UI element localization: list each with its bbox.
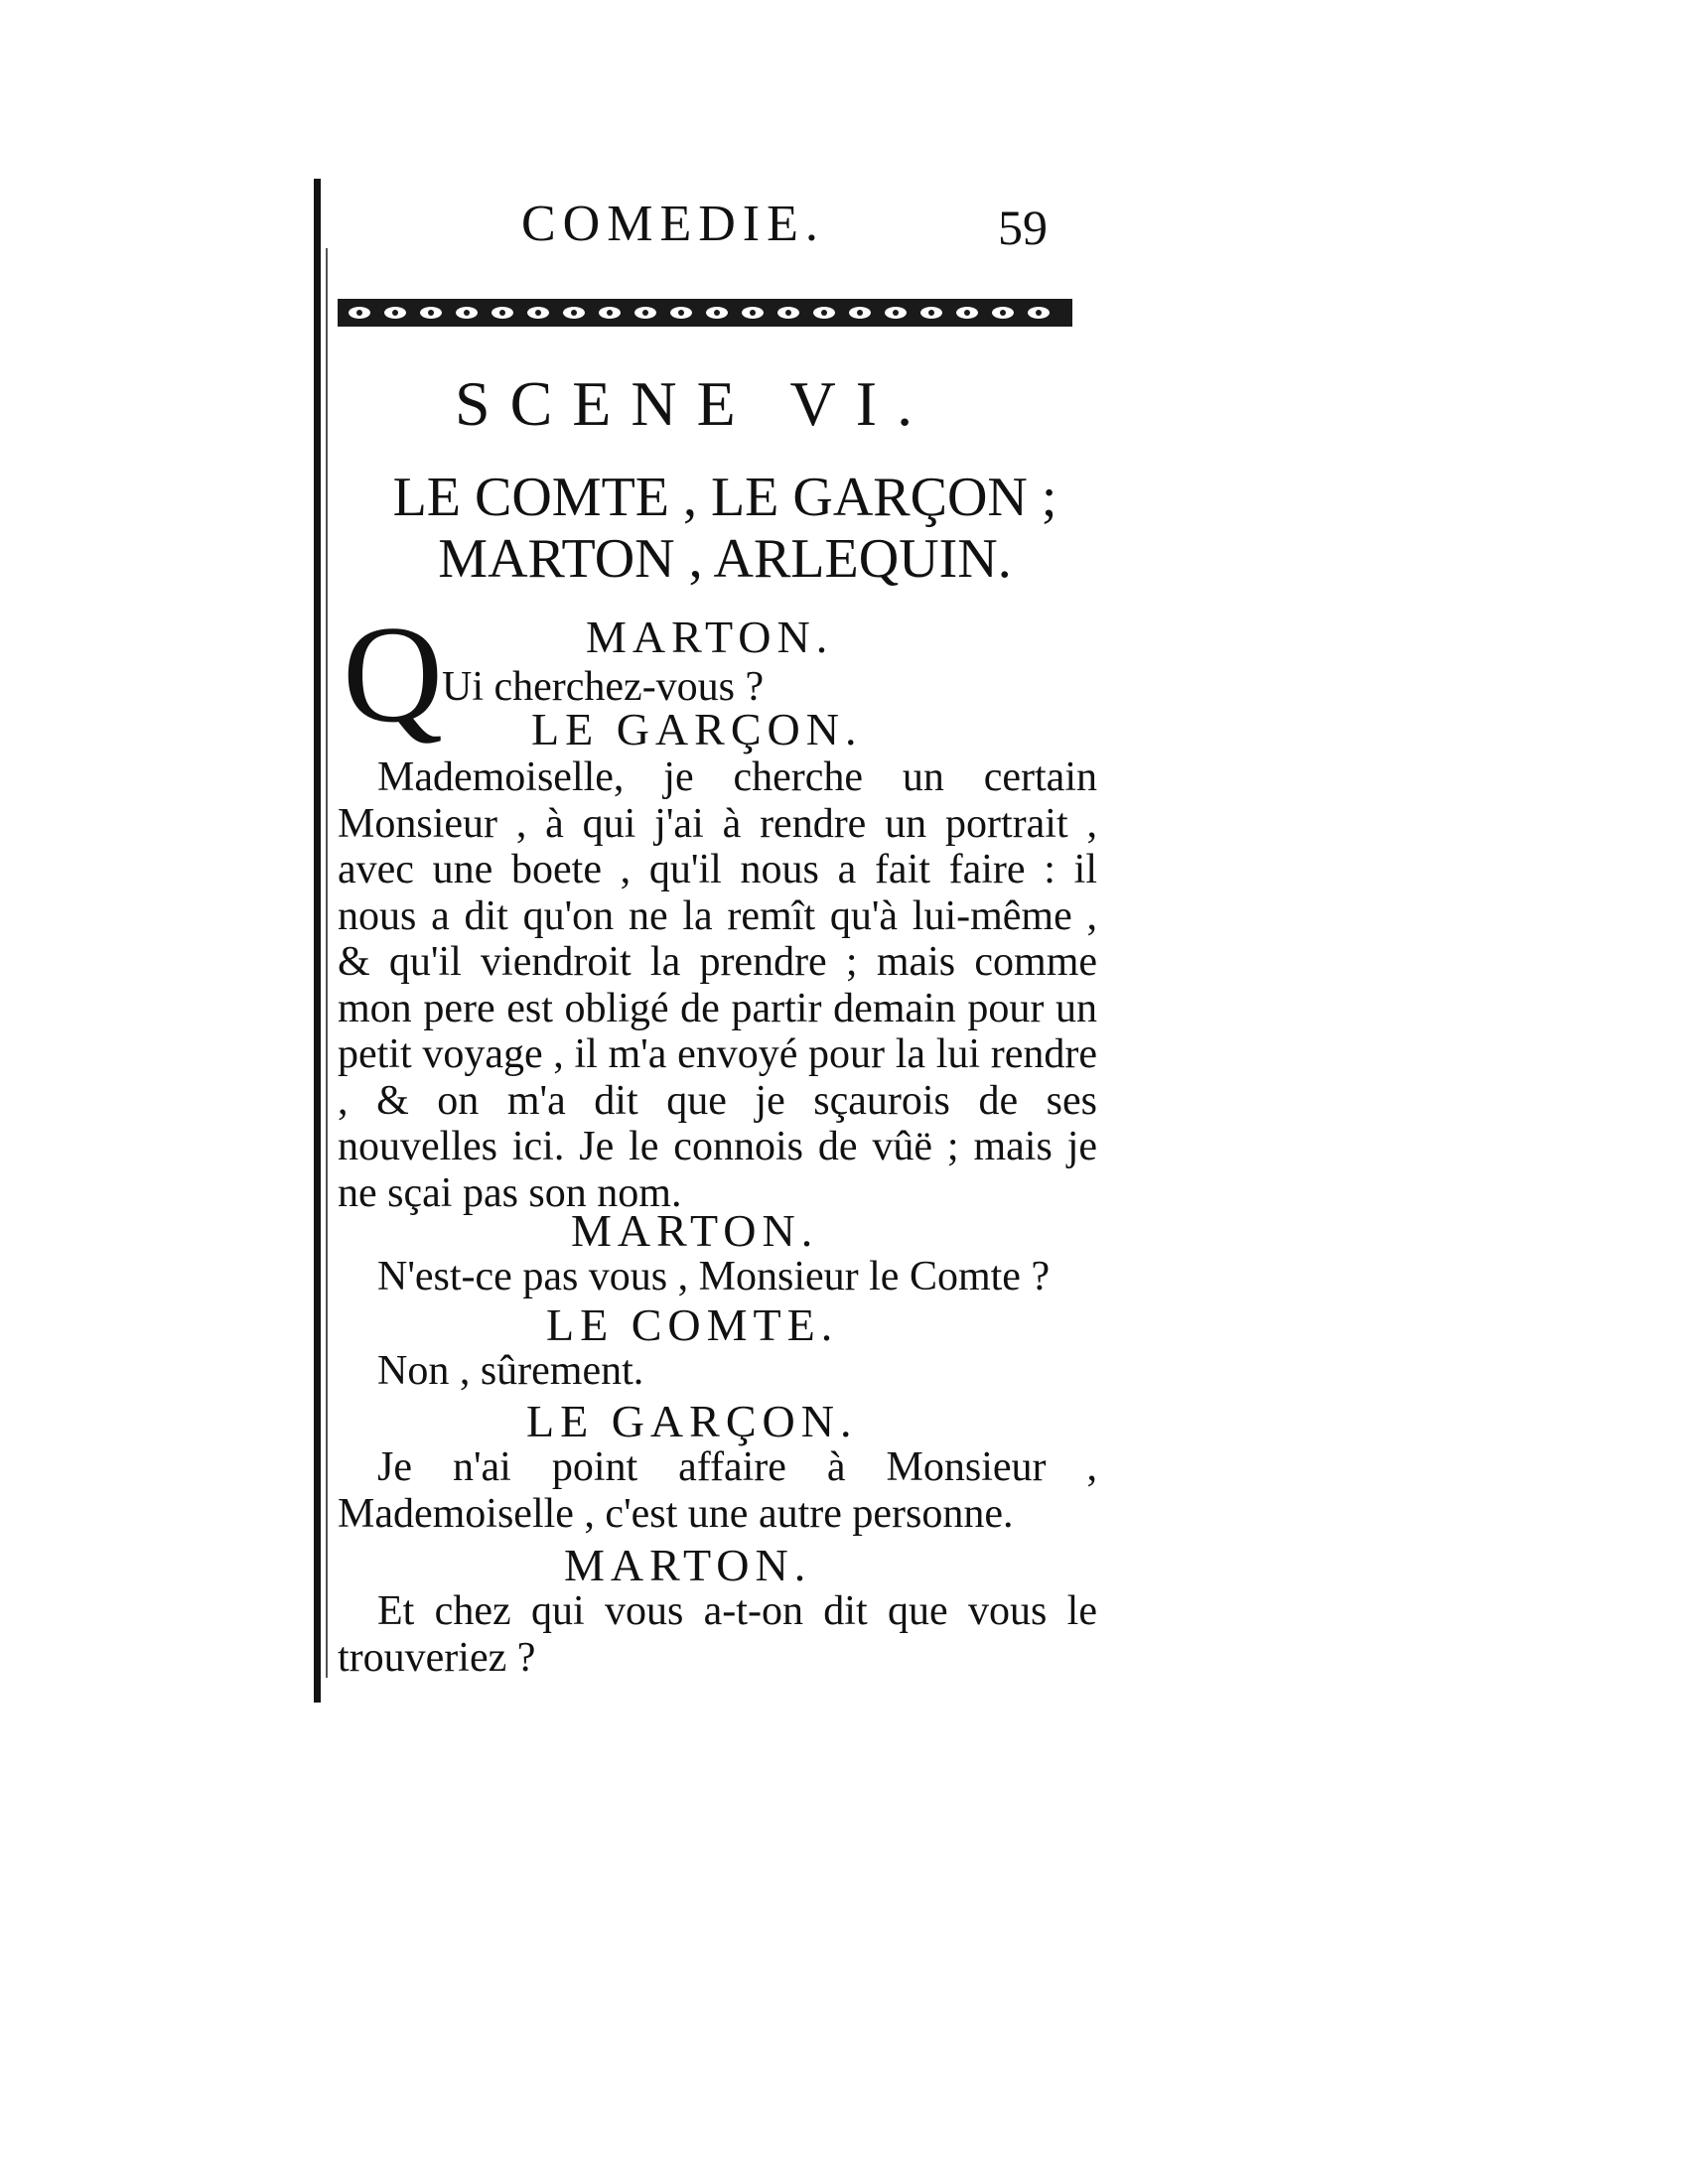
scene-title: SCENE VI. [455, 368, 933, 439]
dialogue-paragraph: Non , sûrement. [377, 1348, 644, 1394]
speaker-name: MARTON. [571, 1205, 819, 1256]
page-edge-shadow [314, 179, 321, 1703]
dialogue-paragraph: Et chez qui vous a-t-on dit que vous le trouveriez ? [338, 1588, 1097, 1681]
speaker-name: LE GARÇON. [526, 1396, 858, 1446]
drop-cap: Q [343, 598, 444, 751]
character-list: LE COMTE , LE GARÇON ; MARTON , ARLEQUIN. [392, 467, 1057, 590]
page-number: 59 [998, 200, 1048, 255]
speaker-name: MARTON. [586, 612, 834, 662]
dialogue-paragraph: N'est-ce pas vous , Monsieur le Comte ? [377, 1254, 1051, 1299]
page-edge-line [326, 248, 328, 1678]
running-head: COMEDIE. [521, 196, 825, 252]
dialogue-paragraph: Mademoiselle, je cherche un certain Monsieur , à qui j'ai à rendre un portrait , avec une boete , qu'il nous a fait faire : il nous a dit qu'on ne la remît qu'à lui-même , & qu'il viendroit la prendre ; mais comme mon pere est obligé de partir demain pour un petit voyage , il m'a envoyé pour la lui rendre , & on m'a dit que je sçaurois de ses nouvelles ici. Je le connois de vûë ; mais je ne sçai pas son nom. [338, 754, 1097, 1216]
speaker-name: LE GARÇON. [531, 704, 863, 754]
dialogue-paragraph: Je n'ai point affaire à Monsieur , Mademoiselle , c'est une autre personne. [338, 1444, 1097, 1537]
speaker-name: MARTON. [564, 1540, 812, 1590]
dialogue-line: Ui cherchez-vous ? [442, 664, 765, 710]
speaker-name: LE COMTE. [546, 1299, 839, 1350]
ornamental-band [338, 293, 1072, 333]
